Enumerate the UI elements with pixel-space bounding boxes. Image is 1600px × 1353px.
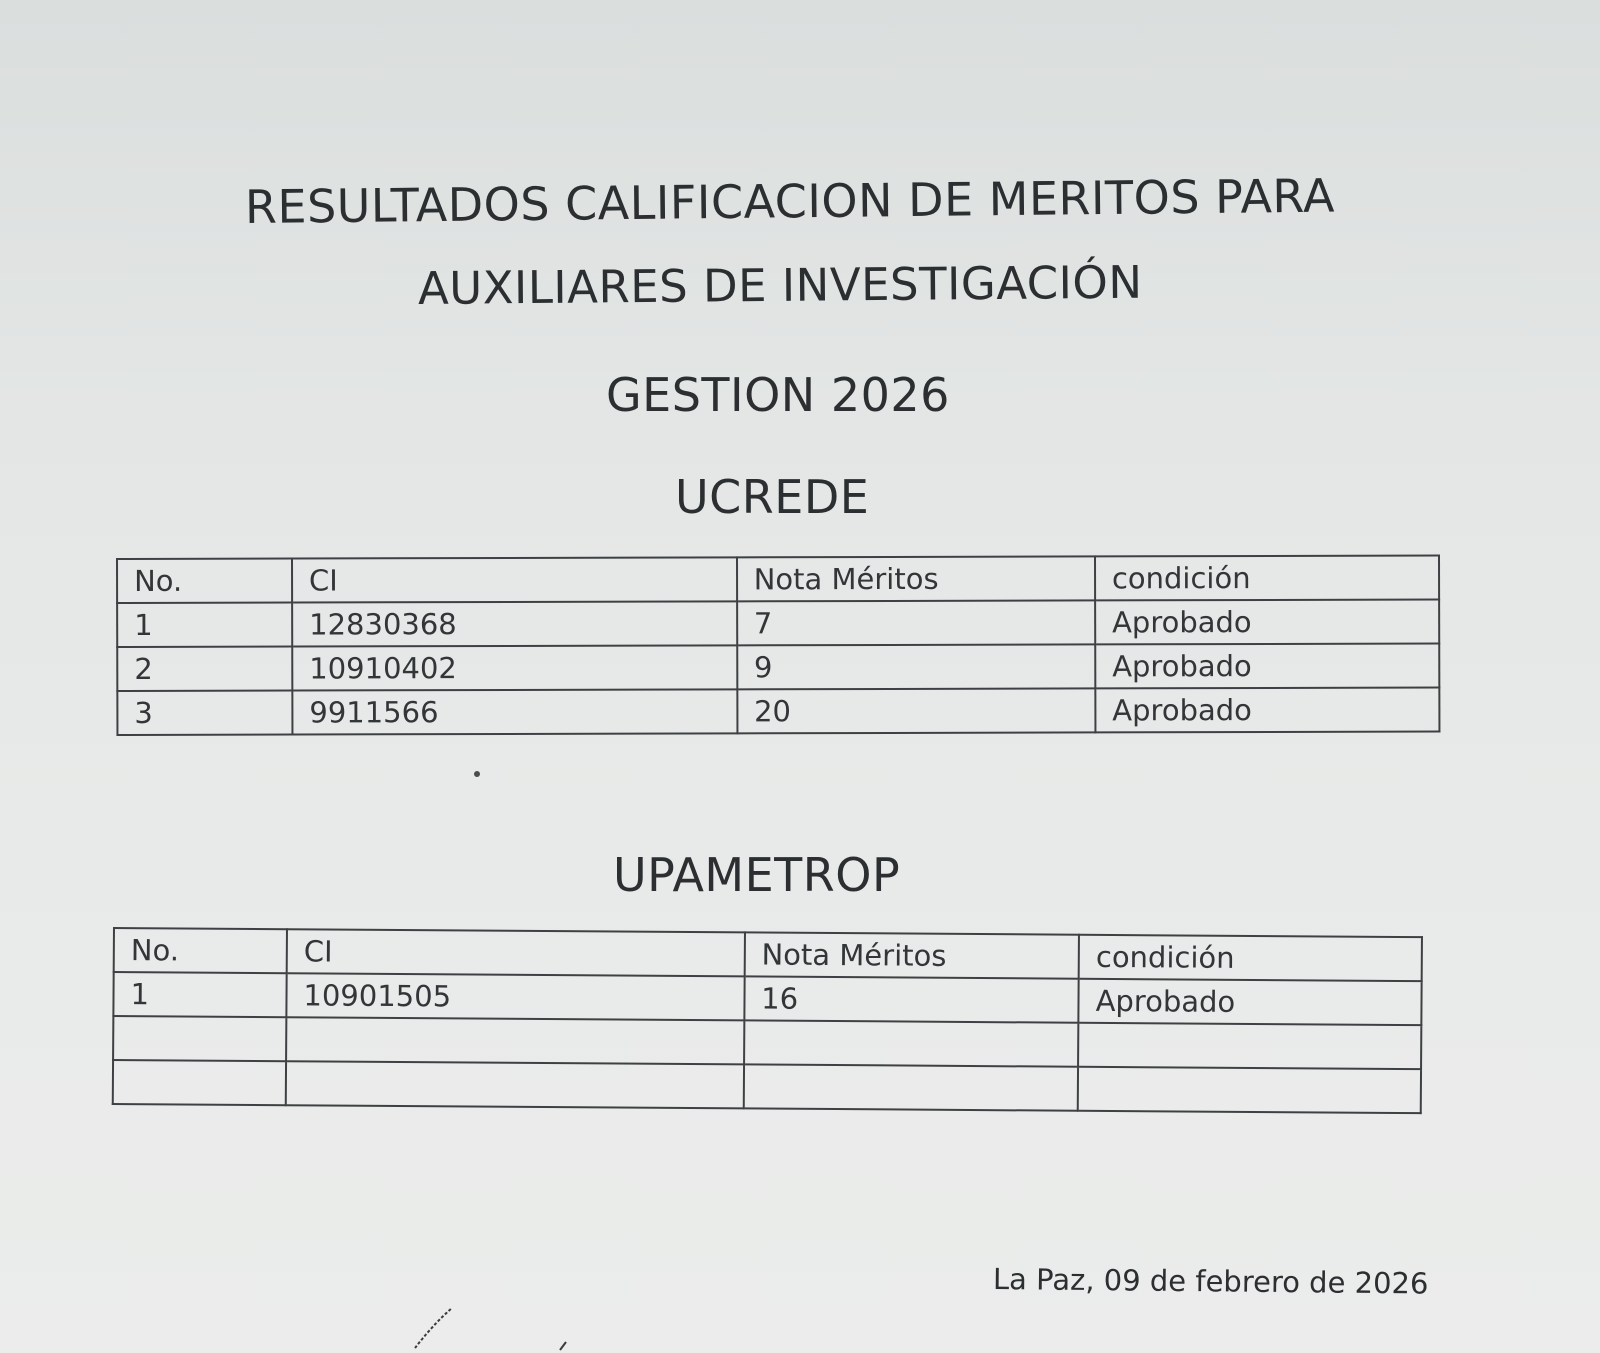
cell-nota: 20 [737,688,1095,733]
document-date: La Paz, 09 de febrero de 2026 [992,1262,1429,1301]
document-title-line-2: AUXILIARES DE INVESTIGACIÓN [417,255,1143,315]
document-subtitle: GESTION 2026 [606,368,950,422]
column-header-no: No. [114,928,287,973]
document-title-line-1: RESULTADOS CALIFICACION DE MERITOS PARA [244,168,1336,234]
cell-condicion [1078,1023,1421,1069]
cell-ci: 12830368 [292,601,737,646]
cell-nota [744,1020,1079,1066]
section-heading-upametrop: UPAMETROP [613,848,901,902]
column-header-nota: Nota Méritos [744,932,1079,978]
cell-condicion: Aprobado [1095,644,1439,689]
cell-no [113,1060,286,1105]
cell-ci: 10910402 [292,645,737,690]
table-row [113,1060,1421,1113]
cell-no: 1 [113,972,286,1017]
column-header-ci: CI [287,929,745,976]
cell-condicion [1078,1067,1421,1113]
cell-condicion: Aprobado [1078,979,1421,1025]
cell-no [113,1016,286,1061]
cell-no: 3 [117,691,292,735]
cell-no: 2 [117,647,292,691]
table-header-row [117,556,1439,603]
cell-ci: 10901505 [286,973,744,1020]
column-header-condicion: condición [1079,935,1422,981]
results-table-ucrede [116,555,1440,736]
ink-speck [474,771,480,777]
column-header-no: No. [117,559,292,603]
cell-condicion: Aprobado [1095,600,1439,645]
cell-nota: 16 [744,976,1079,1022]
signature-stroke [0,1290,700,1353]
cell-ci [286,1061,744,1108]
column-header-nota: Nota Méritos [737,556,1095,601]
column-header-condicion: condición [1095,556,1439,601]
cell-ci: 9911566 [292,689,737,734]
table-row [117,600,1439,647]
results-table-upametrop [112,927,1423,1114]
cell-nota [743,1064,1078,1110]
cell-no: 1 [117,603,292,647]
cell-ci [286,1017,744,1064]
cell-nota: 9 [737,644,1095,689]
cell-condicion: Aprobado [1095,688,1439,733]
column-header-ci: CI [292,557,737,602]
table-row [117,688,1439,735]
cell-nota: 7 [737,600,1095,645]
table-row [117,644,1439,691]
section-heading-ucrede: UCREDE [675,470,870,524]
